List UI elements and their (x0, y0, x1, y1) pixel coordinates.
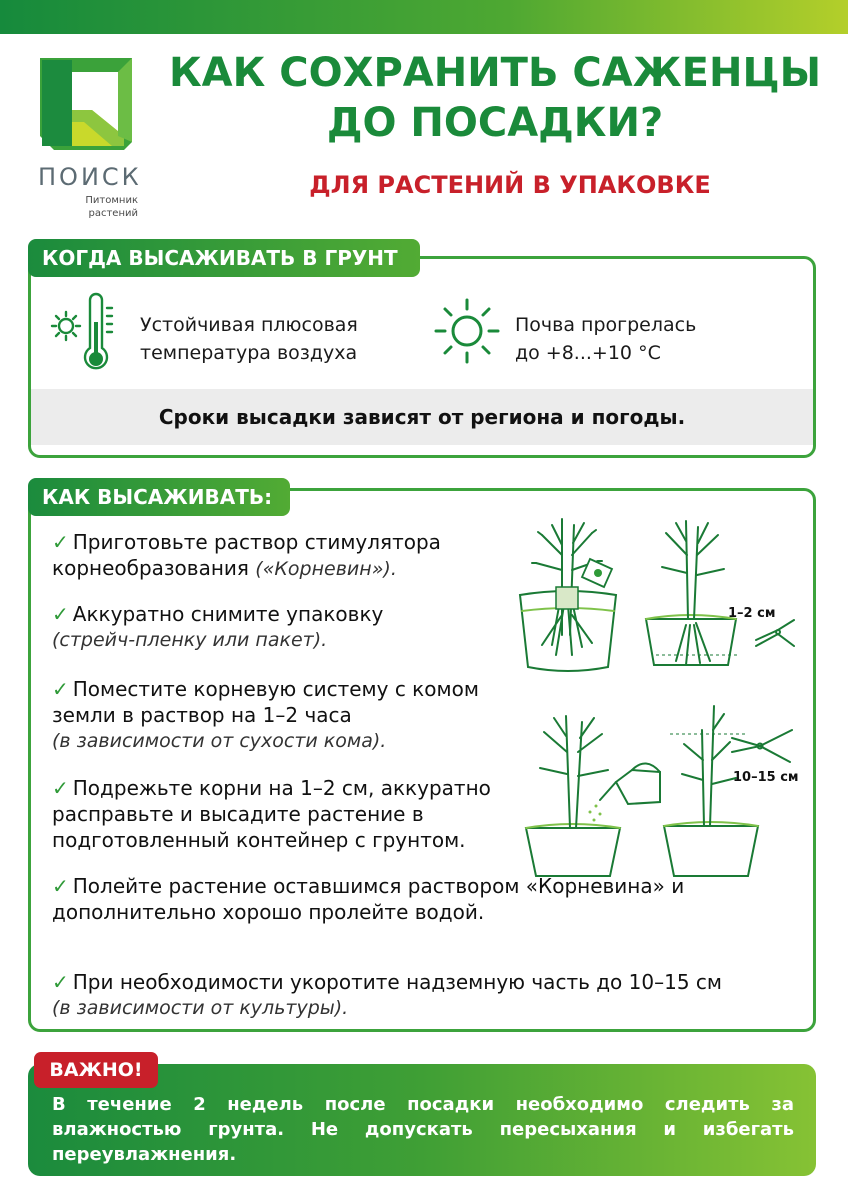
condition-text-line: температура воздуха (140, 342, 358, 364)
root-trim-label: 1–2 см (728, 606, 776, 621)
thermometer-sun-icon (50, 292, 130, 372)
condition-text-line: Устойчивая плюсовая (140, 314, 358, 336)
root-trimming-icon (640, 515, 748, 675)
step-note: («Корневин»). (255, 558, 397, 580)
how-to-plant-tab: КАК ВЫСАЖИВАТЬ: (28, 478, 290, 516)
condition-text-line: до +8...+10 °C (515, 342, 661, 364)
logo-subtitle (56, 194, 138, 220)
logo-name: ПОИСК (38, 163, 142, 191)
important-tab: ВАЖНО! (34, 1052, 158, 1088)
secateurs-icon (754, 616, 798, 652)
shoot-trim-label: 10–15 см (733, 770, 799, 785)
check-icon: ✓ (52, 970, 69, 994)
page-title-line1: КАК СОХРАНИТЬ САЖЕНЦЫ (168, 50, 822, 96)
step-item (52, 873, 772, 925)
step-note: (в зависимости от сухости кома). (52, 730, 387, 752)
step-text: Поместите корневую систему с комом земли в раствор на 1–2 часа (52, 677, 479, 727)
step-note: (в зависимости от культуры). (52, 997, 349, 1019)
condition-air-temperature (140, 311, 430, 367)
step-item (52, 775, 522, 853)
step-item (52, 969, 812, 1021)
pruning-shears-icon (730, 726, 796, 766)
condition-soil-temperature (515, 311, 775, 367)
top-banner-stripe (0, 0, 848, 34)
logo-subtitle-line2: растений (88, 208, 138, 219)
deadline-note: Сроки высадки зависят от региона и погоды. (158, 405, 686, 429)
page-title (150, 48, 840, 148)
page-subtitle: ДЛЯ РАСТЕНИЙ В УПАКОВКЕ (309, 171, 711, 199)
check-icon: ✓ (52, 677, 69, 701)
sun-icon (432, 296, 502, 366)
check-icon: ✓ (52, 776, 69, 800)
check-icon: ✓ (52, 602, 69, 626)
watering-can-icon (520, 712, 670, 880)
plant-in-solution-icon (512, 515, 624, 675)
step-note: (стрейч-пленку или пакет). (52, 629, 328, 651)
step-item (52, 601, 512, 653)
condition-text-line: Почва прогрелась (515, 314, 697, 336)
step-text: Полейте растение оставшимся раствором «Корневина» и дополнительно хорошо пролейте водой. (52, 874, 685, 924)
step-text: Приготовьте раствор стимулятора корнеобразования (52, 530, 441, 580)
check-icon: ✓ (52, 530, 69, 554)
step-item (52, 676, 522, 754)
when-to-plant-tab: КОГДА ВЫСАЖИВАТЬ В ГРУНТ (28, 239, 420, 277)
important-notice-text: В течение 2 недель после посадки необходимо следить за влажностью грунта. Не допускать пересыхания и избегать переувлажнения. (52, 1094, 794, 1165)
step-text: Аккуратно снимите упаковку (72, 602, 384, 626)
step-text: При необходимости укоротите надземную часть до 10–15 см (72, 970, 722, 994)
step-text: Подрежьте корни на 1–2 см, аккуратно расправьте и высадите растение в подготовленный контейнер с грунтом. (52, 776, 491, 852)
logo-subtitle-line1: Питомник (85, 195, 138, 206)
page-title-line2: ДО ПОСАДКИ? (326, 100, 664, 146)
step-item (52, 529, 522, 582)
check-icon: ✓ (52, 874, 69, 898)
